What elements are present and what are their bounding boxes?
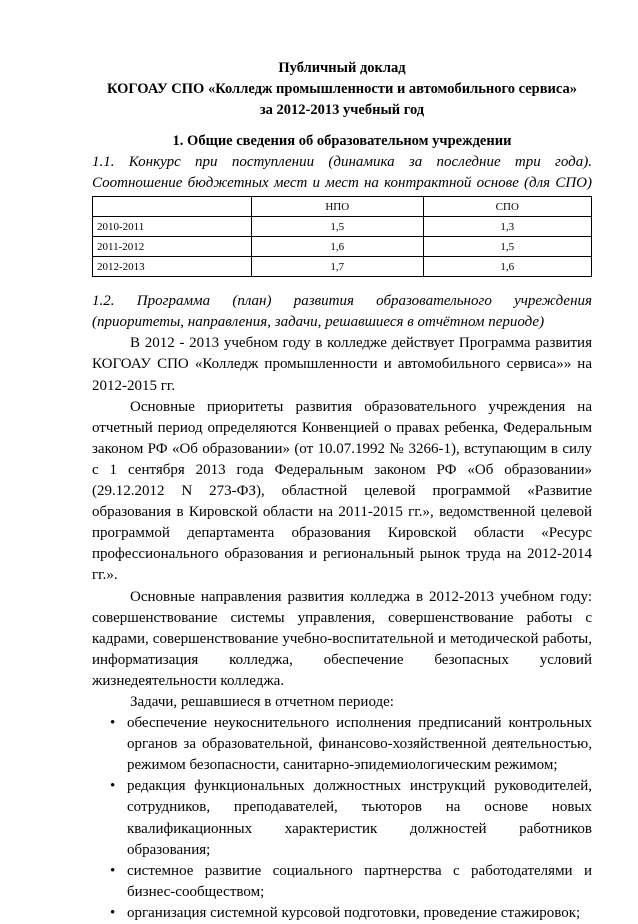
item-1-1-line-1: 1.1. Конкурс при поступлении (динамика за последние три года). (92, 154, 592, 170)
list-item: • системное развитие социального партнерства с работодателями и бизнес-сообществом; (110, 862, 592, 900)
list-item: • редакция функциональных должностных инструкций руководителей, сотрудников, преподавателей, тьюторов на основе новых квалификационных характеристик должностей работников образования; (110, 778, 592, 858)
table-cell: 2011-2012 (93, 237, 252, 257)
bullet-icon: • (110, 904, 116, 921)
table-row (93, 257, 592, 277)
paragraph-program: В 2012 - 2013 учебном году в колледже действует Программа развития КОГОАУ СПО «Колледж промышленности и автомобильного сервиса»» на 2012-2015 гг. (92, 335, 592, 394)
table-header-cell: СПО (423, 197, 591, 217)
tasks-list (92, 713, 592, 924)
paragraph-directions: Основные направления развития колледжа в 2012-2013 учебном году: совершенствование системы управления, совершенствование работы с кадрами, совершенствование учебно-воспитательной и методической работы, информатизация колледжа, обеспечение безопасных условий жизнедеятельности колледжа. (92, 588, 592, 689)
table-cell: 1,3 (423, 217, 591, 237)
section-1-heading: 1. Общие сведения об образовательном учреждении (172, 133, 512, 149)
title-line-2: КОГОАУ СПО «Колледж промышленности и автомобильного сервиса» (106, 81, 578, 97)
list-item: • организация системной курсовой подготовки, проведение стажировок; (92, 903, 592, 924)
item-1-2-heading (92, 291, 592, 333)
item-1-1-line-2: Соотношение бюджетных мест и мест на контрактной основе (для СПО) (92, 175, 592, 192)
title-line-3: за 2012-2013 учебный год (259, 102, 425, 118)
table-cell: 1,5 (252, 217, 424, 237)
table-row (93, 237, 592, 257)
table-header-cell (93, 197, 252, 217)
table-header-cell: НПО (252, 197, 424, 217)
table-cell: 1,6 (252, 237, 424, 257)
bullet-icon: • (110, 715, 116, 732)
list-item: • обеспечение неукоснительного исполнения предписаний контрольных органов за образовательной, финансово-хозяйственной деятельностью, режимом безопасности, санитарно-эпидемиологическим режимом; (110, 715, 592, 774)
paragraph-priorities: Основные приоритеты развития образовательного учреждения на отчетный период определяются Конвенцией о правах ребенка, Федеральным законом РФ «Об образовании» (от 10.07.1992 № 3266-1), вступающим в силу с 1 сентября 2013 года Федеральным законом РФ «Об образовании» (29.12.2012 N 273-ФЗ), областной целевой программой «Развитие образования в Кировской области на 2011-2015 гг.», ведомственной целевой программой департамента образования Кировской области «Ресурс профессионального образования и региональный рынок труда на 2012-2014 гг.». (92, 398, 592, 584)
paragraph-tasks-intro: Задачи, решавшиеся в отчетном периоде: (130, 693, 394, 710)
table-cell: 2010-2011 (93, 217, 252, 237)
table-cell: 2012-2013 (93, 257, 252, 277)
table-cell: 1,6 (423, 257, 591, 277)
item-1-2-line-1: 1.2. Программа (план) развития образовательного учреждения (92, 293, 592, 310)
admission-ratio-table (92, 196, 592, 277)
title-line-1: Публичный доклад (278, 60, 406, 76)
table-cell: 1,5 (423, 237, 591, 257)
table-cell: 1,7 (252, 257, 424, 277)
document-page (92, 58, 592, 924)
table-header-row (93, 197, 592, 217)
report-title (92, 58, 592, 121)
item-1-1-heading (92, 152, 592, 194)
bullet-icon: • (110, 862, 116, 879)
table-row (93, 217, 592, 237)
item-1-2-line-2: (приоритеты, направления, задачи, решавшиеся в отчётном периоде) (92, 314, 545, 331)
bullet-icon: • (110, 778, 116, 795)
